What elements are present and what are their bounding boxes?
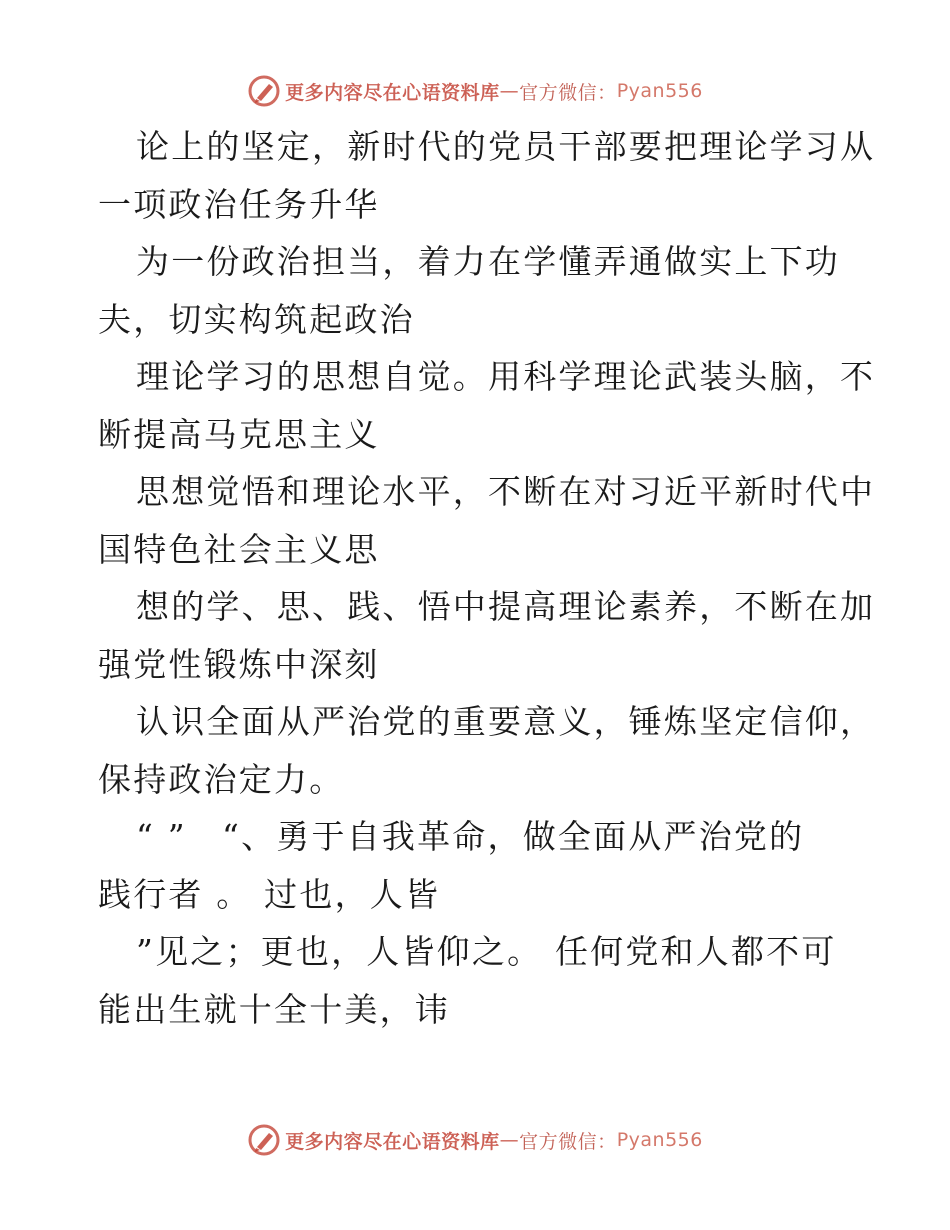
text-line: 论上的坚定，新时代的党员干部要把理论学习从 [136,127,876,166]
watermark-slogan: 更多内容尽在心语资料库 [285,1130,500,1153]
watermark-dash: — [499,80,520,102]
text-line: 为一份政治担当，着力在学懂弄通做实上下功 [136,242,840,281]
text-line: 想的学、思、践、悟中提高理论素养，不断在加 [136,587,876,626]
text-line: ”见之；更也，人皆仰之。 任何党和人都不可 [136,932,837,971]
text-line: “ ” “、勇于自我革命，做全面从严治党的 [136,817,805,856]
pen-logo-icon [247,1123,281,1157]
watermark-id: Pyan556 [616,80,703,102]
text-line: 国特色社会主义思 [98,529,380,569]
text-line: 践行者 。 过也，人皆 [98,874,441,914]
text-line: 保持政治定力。 [98,759,345,799]
text-line: 一项政治任务升华 [98,184,380,224]
watermark-id: Pyan556 [616,1129,703,1151]
text-line: 强党性锻炼中深刻 [98,644,380,684]
text-line: 理论学习的思想自觉。用科学理论武装头脑，不 [136,357,876,396]
footer-watermark [0,1120,950,1160]
text-line: 夫，切实构筑起政治 [98,299,415,339]
watermark-label: 官方微信： [519,1130,617,1153]
watermark-label: 官方微信： [519,81,617,104]
text-line: 思想觉悟和理论水平，不断在对习近平新时代中 [136,472,876,511]
text-line: 认识全面从严治党的重要意义，锤炼坚定信仰， [136,702,876,741]
text-line: 断提高马克思主义 [98,414,380,454]
document-body [98,118,876,1038]
header-watermark [0,71,950,111]
watermark-slogan: 更多内容尽在心语资料库 [285,81,500,104]
pen-logo-icon [247,74,281,108]
text-line: 能出生就十全十美，讳 [98,989,450,1029]
watermark-dash: — [499,1129,520,1151]
